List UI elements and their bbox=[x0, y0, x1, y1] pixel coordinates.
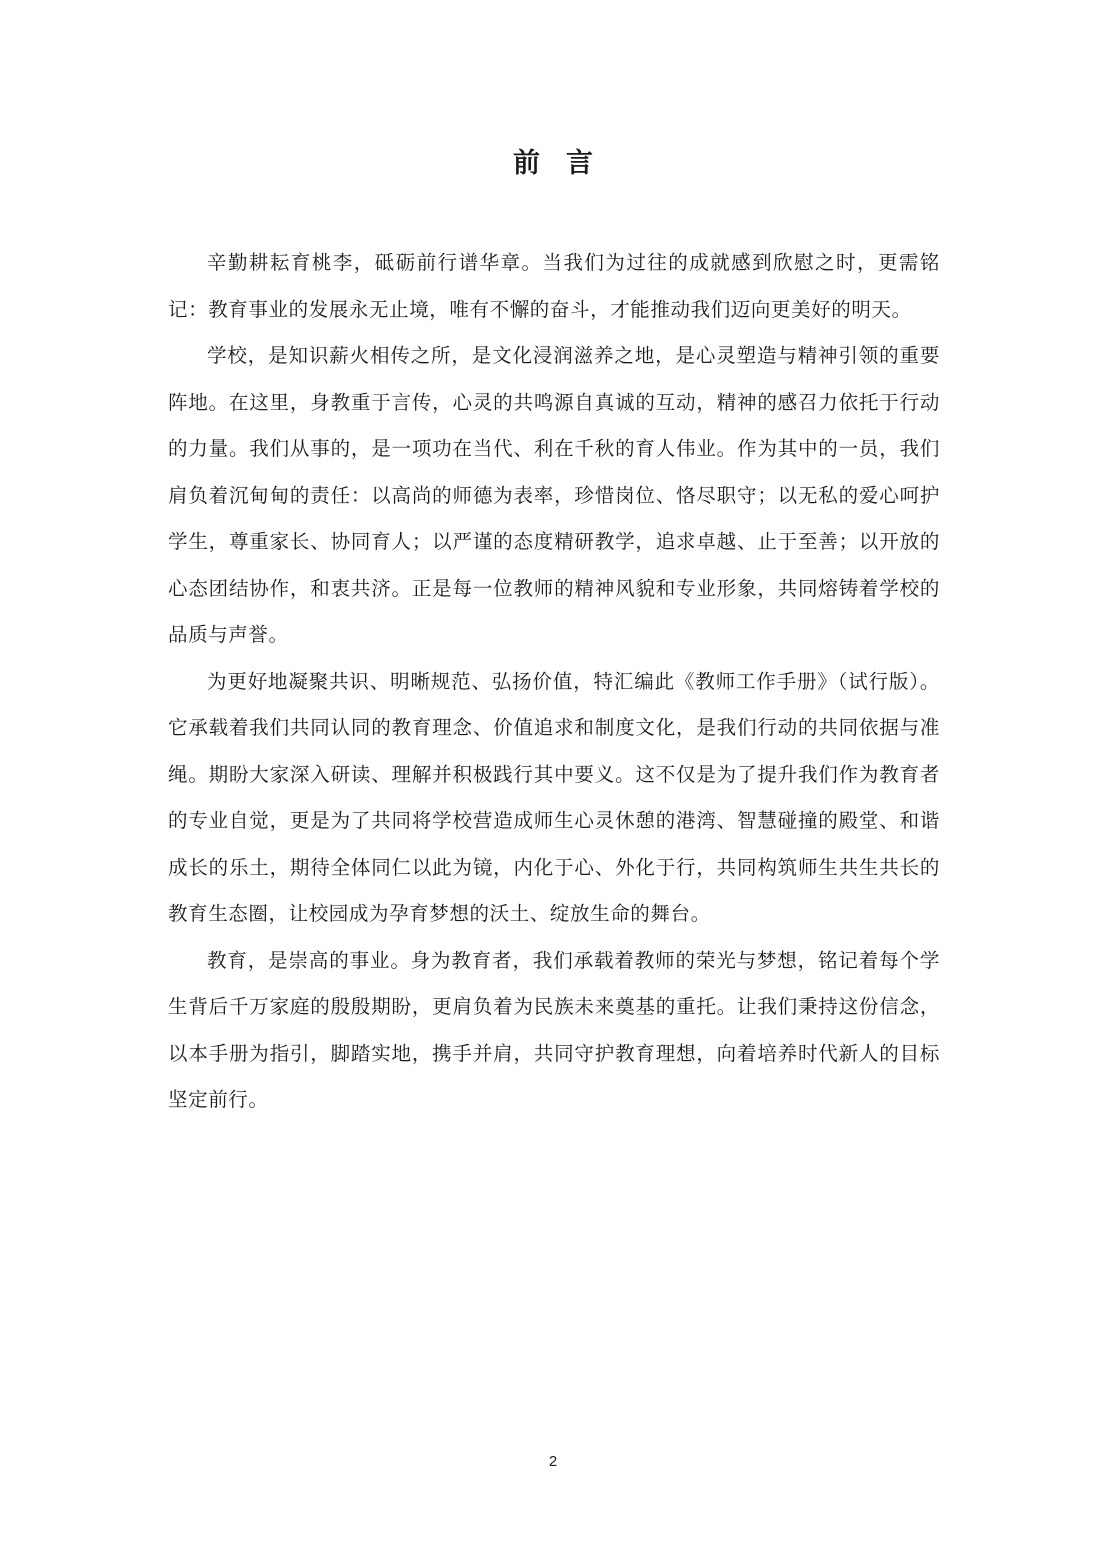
paragraph: 教育，是崇高的事业。身为教育者，我们承载着教师的荣光与梦想，铭记着每个学生背后千万家庭的殷殷期盼，更肩负着为民族未来奠基的重托。让我们秉持这份信念，以本手册为指引，脚踏实地，携手并肩，共同守护教育理想，向着培养时代新人的目标坚定前行。 bbox=[168, 948, 940, 1111]
paragraph: 辛勤耕耘育桃李，砥砺前行谱华章。当我们为过往的成就感到欣慰之时，更需铭记：教育事业的发展永无止境，唯有不懈的奋斗，才能推动我们迈向更美好的明天。 bbox=[168, 251, 940, 321]
paragraph: 为更好地凝聚共识、明晰规范、弘扬价值，特汇编此《教师工作手册》（试行版）。它承载着我们共同认同的教育理念、价值追求和制度文化，是我们行动的共同依据与准绳。期盼大家深入研读、理解并积极践行其中要义。这不仅是为了提升我们作为教育者的专业自觉，更是为了共同将学校营造成师生心灵休憩的港湾、智慧碰撞的殿堂、和谐成长的乐土，期待全体同仁以此为镜，内化于心、外化于行，共同构筑师生共生共长的教育生态圈，让校园成为孕育梦想的沃土、绽放生命的舞台。 bbox=[168, 669, 940, 925]
page-number: 2 bbox=[548, 1453, 558, 1470]
body-text bbox=[168, 240, 940, 1124]
page-title: 前言 bbox=[513, 148, 619, 179]
paragraph: 学校，是知识薪火相传之所，是文化浸润滋养之地，是心灵塑造与精神引领的重要阵地。在这里，身教重于言传，心灵的共鸣源自真诚的互动，精神的感召力依托于行动的力量。我们从事的，是一项功在当代、利在千秋的育人伟业。作为其中的一员，我们肩负着沉甸甸的责任：以高尚的师德为表率，珍惜岗位、恪尽职守；以无私的爱心呵护学生，尊重家长、协同育人；以严谨的态度精研教学，追求卓越、止于至善；以开放的心态团结协作，和衷共济。正是每一位教师的精神风貌和专业形象，共同熔铸着学校的品质与声誉。 bbox=[168, 344, 940, 646]
